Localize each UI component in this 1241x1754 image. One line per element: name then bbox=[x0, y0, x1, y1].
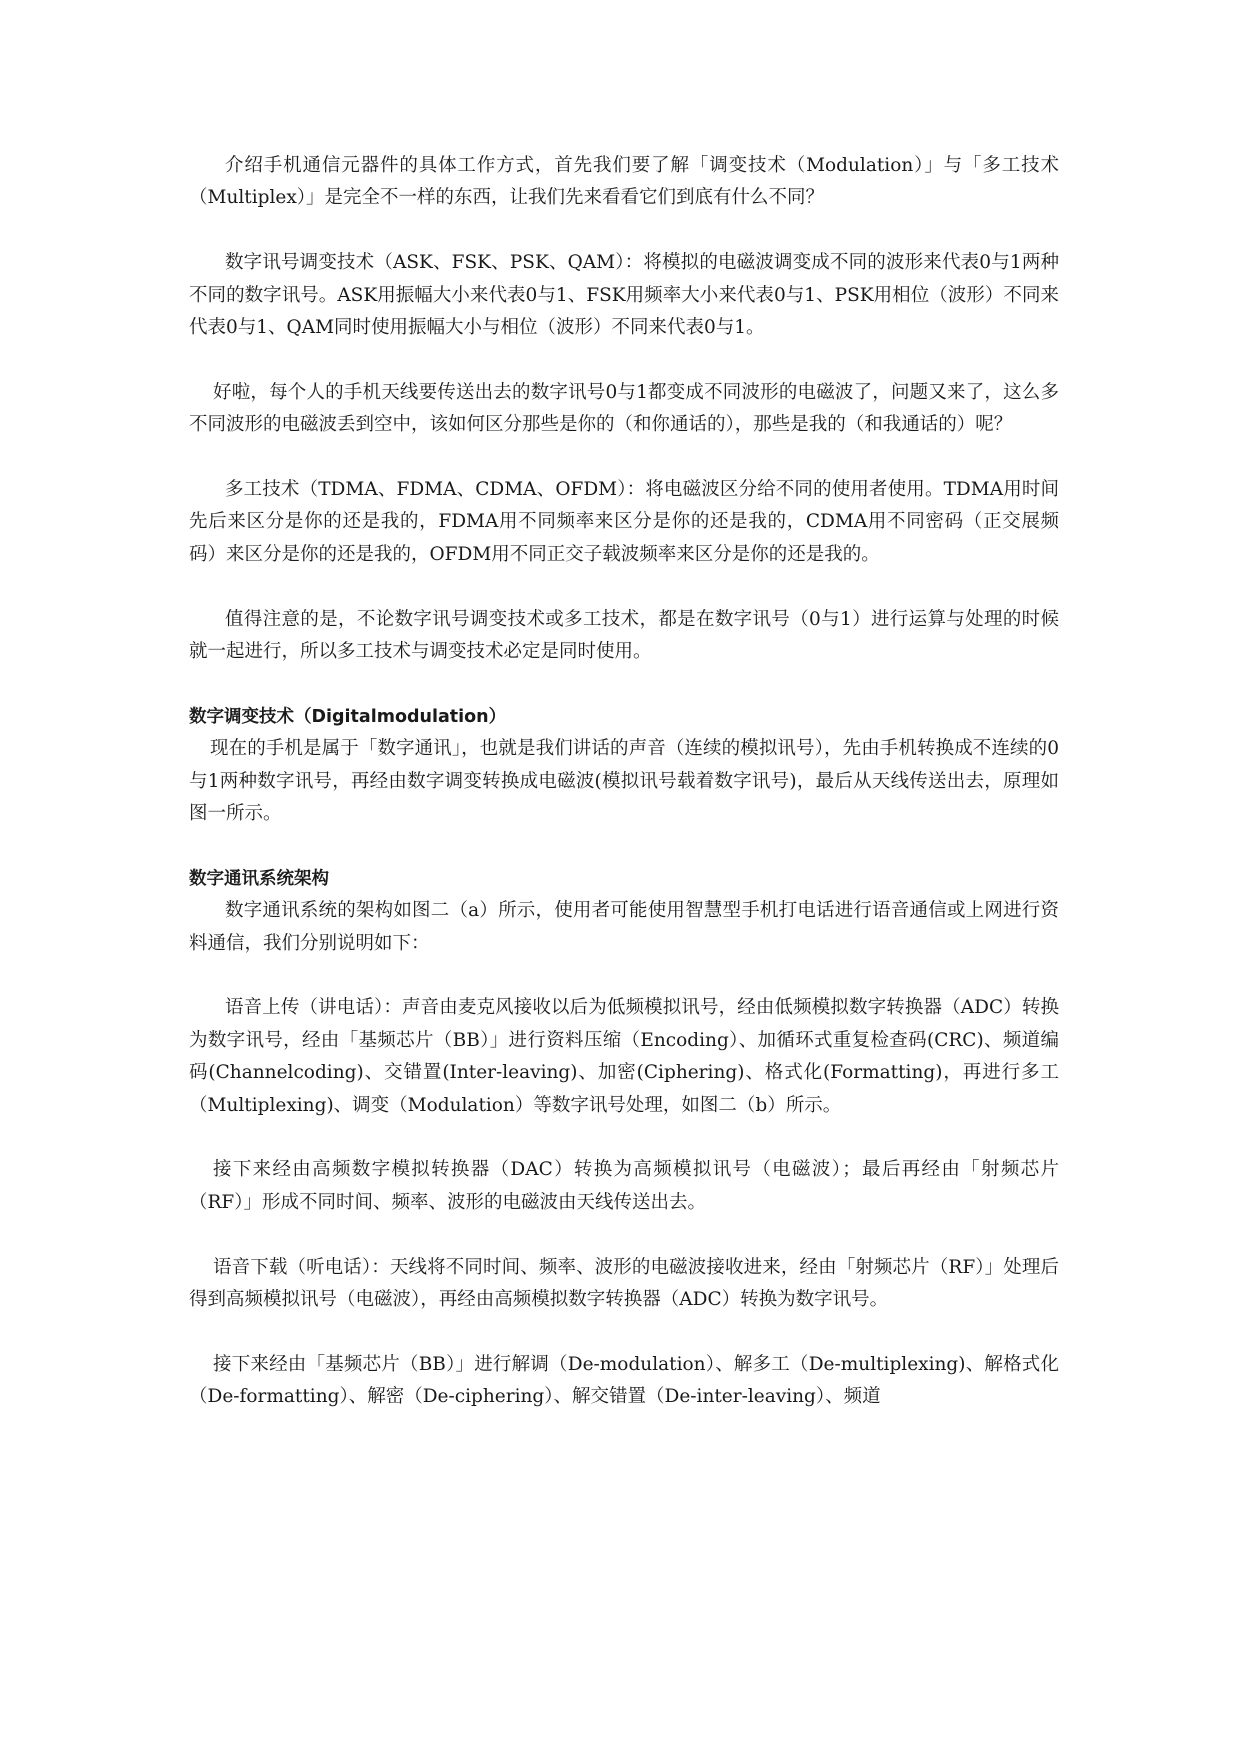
paragraph-intro: 介绍手机通信元器件的具体工作方式，首先我们要了解「调变技术（Modulation）」与「多工技术（Multiplex）」是完全不一样的东西，让我们先来看看它们到底有什么不同？ bbox=[189, 155, 1059, 209]
paragraph-digital-modulation: 现在的手机是属于「数字通讯」，也就是我们讲话的声音（连续的模拟讯号），先由手机转换成不连续的0与1两种数字讯号，再经由数字调变转换成电磁波(模拟讯号载着数字讯号)，最后从天线传送出去，原理如图一所示。 bbox=[189, 738, 1059, 825]
section-heading-system-architecture: 数字通讯系统架构 bbox=[189, 868, 329, 889]
paragraph-voice-download: 语音下载（听电话）：天线将不同时间、频率、波形的电磁波接收进来，经由「射频芯片（RF）」处理后得到高频模拟讯号（电磁波），再经由高频模拟数字转换器（ADC）转换为数字讯号。 bbox=[189, 1256, 1059, 1311]
paragraph-modulation-definition: 数字讯号调变技术（ASK、FSK、PSK、QAM）：将模拟的电磁波调变成不同的波形来代表0与1两种不同的数字讯号。ASK用振幅大小来代表0与1、FSK用频率大小来代表0与1、PSK用相位（波形）不同来代表0与1、QAM同时使用振幅大小与相位（波形）不同来代表0与1。 bbox=[189, 252, 1059, 339]
paragraph-dac-rf: 接下来经由高频数字模拟转换器（DAC）转换为高频模拟讯号（电磁波）；最后再经由「射频芯片（RF）」形成不同时间、频率、波形的电磁波由天线传送出去。 bbox=[189, 1159, 1059, 1213]
paragraph-baseband-decode: 接下来经由「基频芯片（BB）」进行解调（De-modulation）、解多工（De-multiplexing)、解格式化（De-formatting）、解密（De-ciphering）、解交错置（De-inter-leaving）、频道 bbox=[189, 1353, 1059, 1408]
document-body bbox=[189, 150, 1059, 1414]
paragraph-voice-upload: 语音上传（讲电话）：声音由麦克风接收以后为低频模拟讯号，经由低频模拟数字转换器（ADC）转换为数字讯号，经由「基频芯片（BB）」进行资料压缩（Encoding）、加循环式重复检查码(CRC)、频道编码(Channelcoding)、交错置(Inter-leaving)、加密(Ciphering)、格式化(Formatting)，再进行多工（Multiplexing)、调变（Modulation）等数字讯号处理，如图二（b）所示。 bbox=[189, 997, 1059, 1116]
paragraph-architecture: 数字通讯系统的架构如图二（a）所示，使用者可能使用智慧型手机打电话进行语音通信或上网进行资料通信，我们分别说明如下： bbox=[189, 900, 1059, 954]
paragraph-problem: 好啦，每个人的手机天线要传送出去的数字讯号0与1都变成不同波形的电磁波了，问题又来了，这么多不同波形的电磁波丢到空中，该如何区分那些是你的（和你通话的），那些是我的（和我通话的）呢？ bbox=[189, 381, 1059, 436]
paragraph-note: 值得注意的是，不论数字讯号调变技术或多工技术，都是在数字讯号（0与1）进行运算与处理的时候就一起进行，所以多工技术与调变技术必定是同时使用。 bbox=[189, 608, 1059, 663]
paragraph-multiplex-definition: 多工技术（TDMA、FDMA、CDMA、OFDM）：将电磁波区分给不同的使用者使用。TDMA用时间先后来区分是你的还是我的，FDMA用不同频率来区分是你的还是我的，CDMA用不同密码（正交展频码）来区分是你的还是我的，OFDM用不同正交子载波频率来区分是你的还是我的。 bbox=[189, 479, 1059, 565]
section-heading-digital-modulation: 数字调变技术（Digitalmodulation） bbox=[189, 706, 507, 727]
